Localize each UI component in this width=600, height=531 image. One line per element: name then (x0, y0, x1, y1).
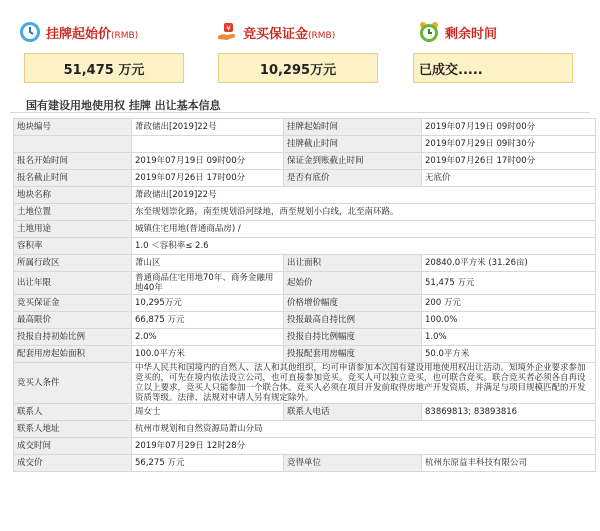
field-label: 所属行政区 (14, 255, 132, 272)
land-info-table (13, 118, 596, 472)
table-row (14, 455, 596, 472)
field-value: 无底价 (422, 170, 596, 187)
field-label: 联系人地址 (14, 421, 132, 438)
field-value: 中华人民共和国境内的自然人、法人和其他组织，均可申请参加本次国有建设用地使用权出让活动。知境外企业要求参加竞买的，可先在境内依法设立公司，也可直接参加竞买。竞买人可以独立竞买，也可联合竞买。联合竞买者必须各自再设立以上要求，竞买人只能参加一个联合体。竞买人必须在项目开发前取得房地产开发资质，并满足与项目规模匹配的开发资质等级。法律、法规对申请人另有规定除外。 (132, 363, 596, 404)
table-row (14, 153, 596, 170)
field-label: 保证金到账截止时间 (284, 153, 422, 170)
field-label: 是否有底价 (284, 170, 422, 187)
field-value: 20840.0平方米 (31.26亩) (422, 255, 596, 272)
field-label: 地块编号 (14, 119, 132, 136)
field-label (14, 136, 132, 153)
field-value: 城镇住宅用地(普通商品房) / (132, 221, 596, 238)
table-row (14, 312, 596, 329)
field-label: 联系人电话 (284, 404, 422, 421)
field-value: 萧政储出[2019]22号 (132, 119, 284, 136)
field-value: 66,875 万元 (132, 312, 284, 329)
field-label: 竞买人条件 (14, 363, 132, 404)
table-row (14, 221, 596, 238)
table-row (14, 119, 596, 136)
field-value: 2019年07月19日 09时00分 (422, 119, 596, 136)
field-label: 投报最高自持比例 (284, 312, 422, 329)
table-row (14, 363, 596, 404)
field-value (132, 136, 284, 153)
field-value: 100.0平方米 (132, 346, 284, 363)
field-value: 杭州东原益丰科技有限公司 (422, 455, 596, 472)
table-row (14, 255, 596, 272)
remaining-value: 已成交..... (413, 53, 573, 83)
remaining-header (417, 18, 497, 46)
table-row (14, 404, 596, 421)
alarm-clock-icon (417, 20, 441, 44)
field-label: 出让年限 (14, 272, 132, 295)
svg-text:¥: ¥ (226, 24, 231, 33)
field-value: 56,275 万元 (132, 455, 284, 472)
start-price-value: 51,475 万元 (24, 53, 184, 83)
field-value: 萧政储出[2019]22号 (132, 187, 596, 204)
field-value: 周女士 (132, 404, 284, 421)
field-value: 2019年07月19日 09时00分 (132, 153, 284, 170)
field-label: 配套用房起始面积 (14, 346, 132, 363)
field-value: 10,295万元 (132, 295, 284, 312)
section-title: 国有建设用地使用权 挂牌 出让基本信息 (26, 99, 221, 112)
table-row (14, 170, 596, 187)
table-row (14, 421, 596, 438)
field-label: 竞得单位 (284, 455, 422, 472)
field-value: 萧山区 (132, 255, 284, 272)
field-value: 2019年07月26日 17时00分 (422, 153, 596, 170)
deposit-header (215, 18, 335, 46)
field-label: 竞买保证金 (14, 295, 132, 312)
field-label: 投报配套用房幅度 (284, 346, 422, 363)
field-value: 50.0平方米 (422, 346, 596, 363)
field-label: 容积率 (14, 238, 132, 255)
field-value: 1.0 ＜容积率≤ 2.6 (132, 238, 596, 255)
deposit-title: 竞买保证金(RMB) (243, 26, 336, 42)
field-value: 2019年07月29日 12时28分 (132, 438, 596, 455)
field-value: 83869813; 83893816 (422, 404, 596, 421)
field-label: 报名开始时间 (14, 153, 132, 170)
field-label: 挂牌起始时间 (284, 119, 422, 136)
field-label: 挂牌截止时间 (284, 136, 422, 153)
field-label: 土地用途 (14, 221, 132, 238)
table-row (14, 329, 596, 346)
start-price-title: 挂牌起始价(RMB) (46, 26, 139, 42)
field-value: 杭州市规划和自然资源局萧山分局 (132, 421, 596, 438)
money-hand-icon (215, 20, 239, 44)
field-value: 2019年07月26日 17时00分 (132, 170, 284, 187)
field-value: 200 万元 (422, 295, 596, 312)
field-label: 最高限价 (14, 312, 132, 329)
field-label: 土地位置 (14, 204, 132, 221)
table-row (14, 187, 596, 204)
field-label: 报名截止时间 (14, 170, 132, 187)
deposit-value: 10,295万元 (218, 53, 378, 83)
table-row (14, 295, 596, 312)
field-value: 1.0% (422, 329, 596, 346)
field-label: 成交价 (14, 455, 132, 472)
field-label: 投报自持比例幅度 (284, 329, 422, 346)
table-row (14, 136, 596, 153)
field-value: 2019年07月29日 09时30分 (422, 136, 596, 153)
table-row (14, 346, 596, 363)
field-label: 价格增价幅度 (284, 295, 422, 312)
remaining-title: 剩余时间 (445, 26, 498, 42)
table-row (14, 438, 596, 455)
field-value: 东至规划崇化路，南至规划沿河绿地，西至规划小白线，北至南环路。 (132, 204, 596, 221)
clock-badge-icon (18, 20, 42, 44)
field-value: 2.0% (132, 329, 284, 346)
field-label: 出让面积 (284, 255, 422, 272)
table-row (14, 204, 596, 221)
field-label: 联系人 (14, 404, 132, 421)
field-label: 成交时间 (14, 438, 132, 455)
field-label: 起始价 (284, 272, 422, 295)
field-value: 100.0% (422, 312, 596, 329)
field-value: 普通商品住宅用地70年、商务金融用地40年 (132, 272, 284, 295)
start-price-header (18, 18, 138, 46)
field-label: 投报自持初始比例 (14, 329, 132, 346)
field-value: 51,475 万元 (422, 272, 596, 295)
field-label: 地块名称 (14, 187, 132, 204)
table-row (14, 272, 596, 295)
table-row (14, 238, 596, 255)
section-divider (10, 112, 590, 113)
